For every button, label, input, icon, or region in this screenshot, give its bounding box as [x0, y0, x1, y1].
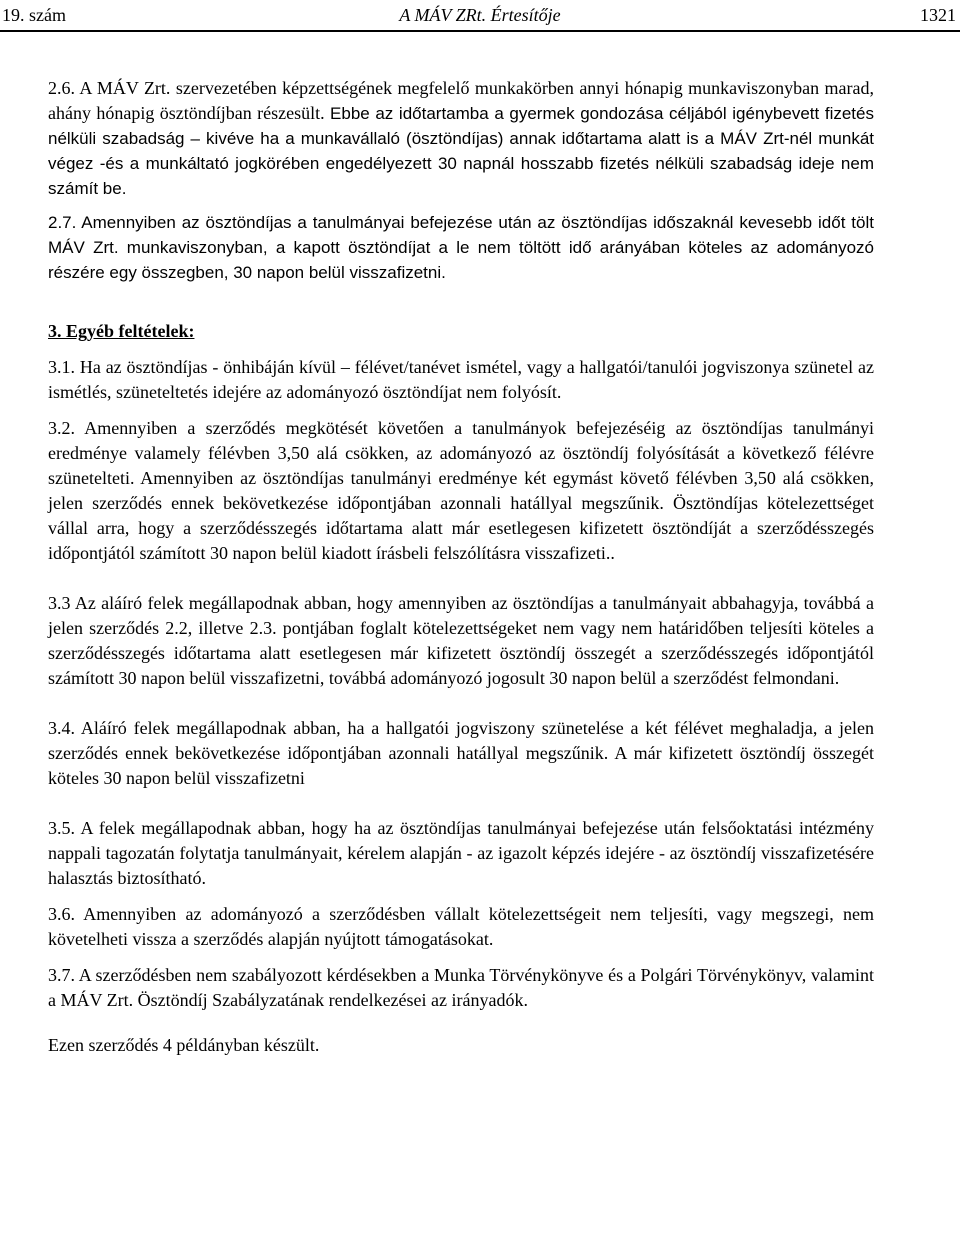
document-body	[48, 76, 874, 1058]
paragraph-3-6: 3.6. Amennyiben az adományozó a szerződésben vállalt kötelezettségeit nem teljesíti, vagy megszegi, nem követelheti vissza a szerződés alapján nyújtott támogatásokat.	[48, 904, 874, 949]
paragraph-2-7: 2.7. Amennyiben az ösztöndíjas a tanulmányai befejezése után az ösztöndíjas időszaknál kevesebb időt tölt MÁV Zrt. munkaviszonyban, a kapott ösztöndíjat a le nem töltött idő arányában köteles az adományozó részére egy összegben, 30 napon belül visszafizetni.	[48, 213, 874, 282]
paragraph-2-6-second: Ebbe az időtartamba a gyermek gondozása céljából igénybevett fizetés nélküli szabadság – kivéve ha a munkavállaló (ösztöndíjas) annak időtartama alatt is a MÁV Zrt-nél munkát végez -és a munkáltató jogkörében engedélyezett 30 napnál hosszabb fizetés nélküli szabadság ideje nem számít be.	[48, 104, 874, 198]
paragraph-3-4: 3.4. Aláíró felek megállapodnak abban, ha a hallgatói jogviszony szünetelése a két félévet meghaladja, a jelen szerződés ennek bekövetkezése időpontjában azonnali hatállyal megszűnik. A már kifizetett ösztöndíj összegét köteles 30 napon belül visszafizetni	[48, 718, 874, 788]
paragraph-3-1: 3.1. Ha az ösztöndíjas - önhibáján kívül – félévet/tanévet ismétel, vagy a hallgatói/tanulói jogviszonya szünetel az ismétlés, szüneteltetés idejére az adományozó ösztöndíjat nem folyósít.	[48, 357, 874, 402]
paragraph-3-5: 3.5. A felek megállapodnak abban, hogy ha az ösztöndíjas tanulmányai befejezése után felsőoktatási intézmény nappali tagozatán folytatja tanulmányait, kérelem alapján - az igazolt képzés idejére - az ösztöndíj visszafizetésére halasztás biztosítható.	[48, 818, 874, 888]
page-number: 1321	[920, 5, 956, 25]
journal-title: A MÁV ZRt. Értesítője	[399, 5, 561, 25]
closing-statement: Ezen szerződés 4 példányban készült.	[48, 1035, 320, 1055]
header-divider	[0, 30, 960, 32]
paragraph-2-6	[48, 76, 874, 201]
paragraph-3-2: 3.2. Amennyiben a szerződés megkötését követően a tanulmányok befejezéséig az ösztöndíjas tanulmányi eredménye valamely félévben 3,50 alá csökken, az adományozó az ösztöndíj folyósítását a következő félévre szünetelteti. Amennyiben az ösztöndíjas tanulmányi eredménye két egymást követő félévben 3,50 alá csökken, jelen szerződés ennek bekövetkezése időpontjában azonnali hatállyal megszűnik. Ösztöndíjas kötelezettséget vállal arra, hogy a szerződésszegés időtartama alatt már esetlegesen kifizetett ösztöndíját a szerződésszegés időpontjától számított 30 napon belül kiadott írásbeli felszólításra visszafizeti..	[48, 418, 874, 563]
issue-number: 19. szám	[2, 5, 66, 25]
section-3-heading: 3. Egyéb feltételek:	[48, 321, 195, 341]
paragraph-3-3: 3.3 Az aláíró felek megállapodnak abban, hogy amennyiben az ösztöndíjas a tanulmányait abbahagyja, továbbá a jelen szerződés 2.2, illetve 2.3. pontjában foglalt kötelezettségeket nem vagy nem határidőben teljesíti köteles a szerződésszegés időtartama alatt esetlegesen már kifizetett ösztöndíj összegét a szerződésszegés időpontjától számított 30 napon belül visszafizetni, továbbá adományozó jogosult 30 napon belül a szerződést felmondani.	[48, 593, 874, 688]
page-header	[0, 4, 960, 28]
paragraph-3-7: 3.7. A szerződésben nem szabályozott kérdésekben a Munka Törvénykönyve és a Polgári Törvénykönyv, valamint a MÁV Zrt. Ösztöndíj Szabályzatának rendelkezései az irányadók.	[48, 965, 874, 1010]
paragraph-2-6-first: 2.6. A MÁV Zrt. szervezetében képzettségének megfelelő munkakörben annyi hónapig munkaviszonyban marad, ahány hónapig ösztöndíjban részesült.	[48, 78, 874, 123]
